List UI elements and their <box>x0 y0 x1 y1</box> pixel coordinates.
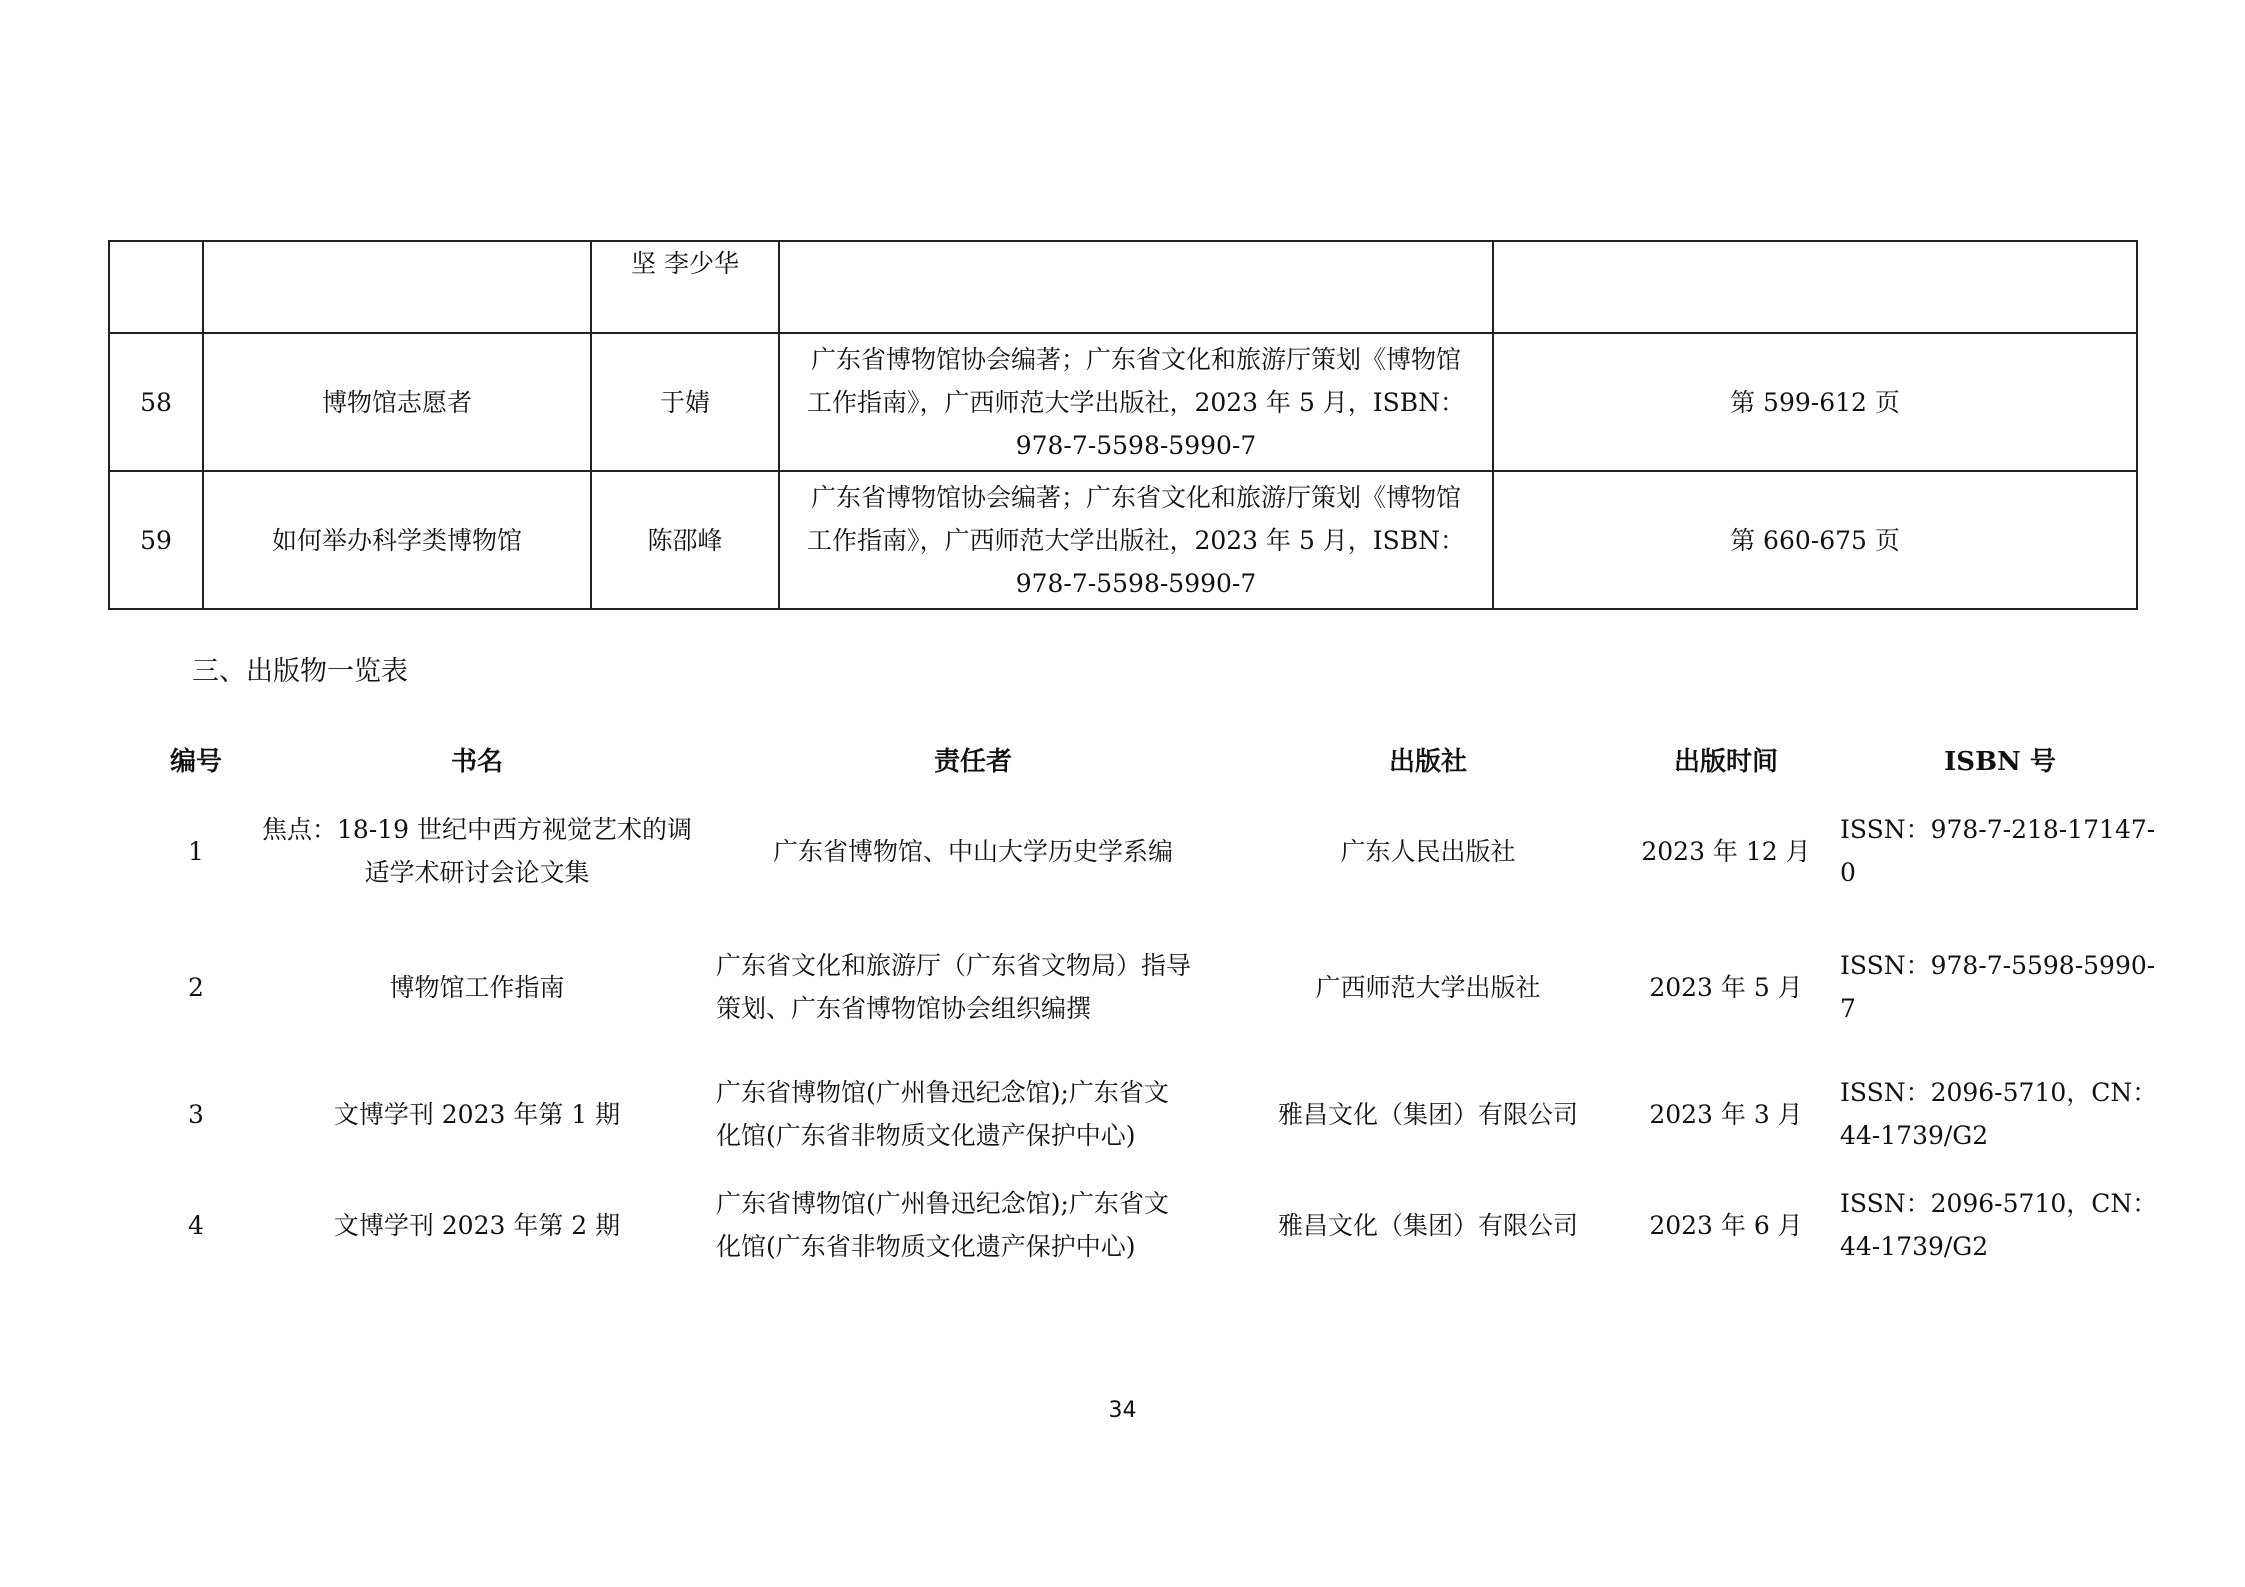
isbn-line: ISSN：978-7-218-17147-0 <box>1840 815 2156 887</box>
cell-source <box>779 471 1493 609</box>
title-line: 文博学刊 2023 年第 1 期 <box>333 1099 621 1129</box>
cell-index: 1 <box>188 836 204 866</box>
table-row <box>150 916 2170 1058</box>
cell-date: 2023 年 5 月 <box>1649 972 1803 1002</box>
cell-author: 于婧 <box>591 333 779 471</box>
title-line: 适学术研讨会论文集 <box>364 858 590 887</box>
cell-isbn <box>1830 1058 2170 1170</box>
cell-date: 2023 年 3 月 <box>1649 1099 1803 1129</box>
cell-date: 2023 年 6 月 <box>1649 1210 1803 1240</box>
responsible-line: 化馆(广东省非物质文化遗产保护中心) <box>716 1121 1136 1150</box>
header-isbn: ISBN 号 <box>1944 746 2056 777</box>
cell-date: 2023 年 12 月 <box>1641 836 1811 866</box>
section-heading: 三、出版物一览表 <box>192 656 408 687</box>
cell-index: 2 <box>188 972 204 1002</box>
table-row <box>150 1170 2170 1280</box>
cell-pages: 第 599-612 页 <box>1493 333 2137 471</box>
responsible-line: 广东省博物馆(广州鲁迅纪念馆);广东省文 <box>716 1189 1169 1218</box>
cell-author: 陈邵峰 <box>591 471 779 609</box>
isbn-line: ISSN：978-7-5598-5990-7 <box>1840 951 2156 1023</box>
source-line: 978-7-5598-5990-7 <box>1015 568 1257 598</box>
cell-title: 如何举办科学类博物馆 <box>203 471 591 609</box>
cell-source <box>779 241 1493 333</box>
cell-responsible <box>712 1170 1234 1280</box>
source-line: 工作指南》，广西师范大学出版社，2023 年 5 月，ISBN： <box>806 387 1466 417</box>
header-responsible: 责任者 <box>933 746 1012 777</box>
cell-index: 3 <box>188 1099 204 1129</box>
cell-isbn <box>1830 916 2170 1058</box>
cell-publisher: 雅昌文化（集团）有限公司 <box>1277 1210 1578 1240</box>
header-date: 出版时间 <box>1673 746 1778 777</box>
cell-index: 59 <box>109 471 203 609</box>
cell-title <box>242 786 712 916</box>
cell-title <box>242 1170 712 1280</box>
title-line: 焦点：18-19 世纪中西方视觉艺术的调 <box>261 815 693 844</box>
table-row-continued <box>109 241 2137 333</box>
responsible-line: 化馆(广东省非物质文化遗产保护中心) <box>716 1232 1136 1261</box>
page-number: 34 <box>1108 1398 1137 1423</box>
cell-index: 58 <box>109 333 203 471</box>
source-line: 978-7-5598-5990-7 <box>1015 430 1257 460</box>
cell-index: 4 <box>188 1210 204 1240</box>
cell-responsible <box>712 1058 1234 1170</box>
cell-responsible <box>712 786 1234 916</box>
cell-isbn <box>1830 786 2170 916</box>
cell-index <box>109 241 203 333</box>
title-line: 文博学刊 2023 年第 2 期 <box>333 1210 621 1240</box>
responsible-line: 广东省文化和旅游厅（广东省文物局）指导 <box>716 951 1192 980</box>
responsible-line: 策划、广东省博物馆协会组织编撰 <box>716 994 1092 1023</box>
source-line: 广东省博物馆协会编著；广东省文化和旅游厅策划《博物馆 <box>810 482 1461 512</box>
cell-publisher: 雅昌文化（集团）有限公司 <box>1277 1099 1578 1129</box>
cell-title: 博物馆志愿者 <box>203 333 591 471</box>
table-row <box>150 1058 2170 1170</box>
isbn-line: ISSN：2096-5710，CN： <box>1840 1189 2158 1218</box>
cell-author: 坚 李少华 <box>591 241 779 333</box>
table-header-row <box>150 732 2170 786</box>
responsible-line: 广东省博物馆(广州鲁迅纪念馆);广东省文 <box>716 1078 1169 1107</box>
header-title: 书名 <box>450 746 503 777</box>
cell-title <box>242 916 712 1058</box>
header-index: 编号 <box>169 746 222 777</box>
responsible-line: 广东省博物馆、中山大学历史学系编 <box>772 836 1173 866</box>
isbn-line: ISSN：2096-5710，CN： <box>1840 1078 2158 1107</box>
cell-responsible <box>712 916 1234 1058</box>
title-line: 博物馆工作指南 <box>389 972 565 1002</box>
cell-publisher: 广东人民出版社 <box>1340 836 1516 866</box>
table-row <box>150 786 2170 916</box>
cell-publisher: 广西师范大学出版社 <box>1315 972 1541 1002</box>
isbn-line: 44-1739/G2 <box>1840 1232 1989 1261</box>
cell-title <box>242 1058 712 1170</box>
articles-table <box>108 240 2138 610</box>
table-row <box>109 471 2137 609</box>
cell-title <box>203 241 591 333</box>
header-publisher: 出版社 <box>1388 746 1467 777</box>
table-row <box>109 333 2137 471</box>
publications-table <box>150 732 2170 1280</box>
cell-source <box>779 333 1493 471</box>
cell-pages <box>1493 241 2137 333</box>
cell-isbn <box>1830 1170 2170 1280</box>
cell-pages: 第 660-675 页 <box>1493 471 2137 609</box>
isbn-line: 44-1739/G2 <box>1840 1121 1989 1150</box>
source-line: 工作指南》，广西师范大学出版社，2023 年 5 月，ISBN： <box>806 525 1466 555</box>
source-line: 广东省博物馆协会编著；广东省文化和旅游厅策划《博物馆 <box>810 344 1461 374</box>
